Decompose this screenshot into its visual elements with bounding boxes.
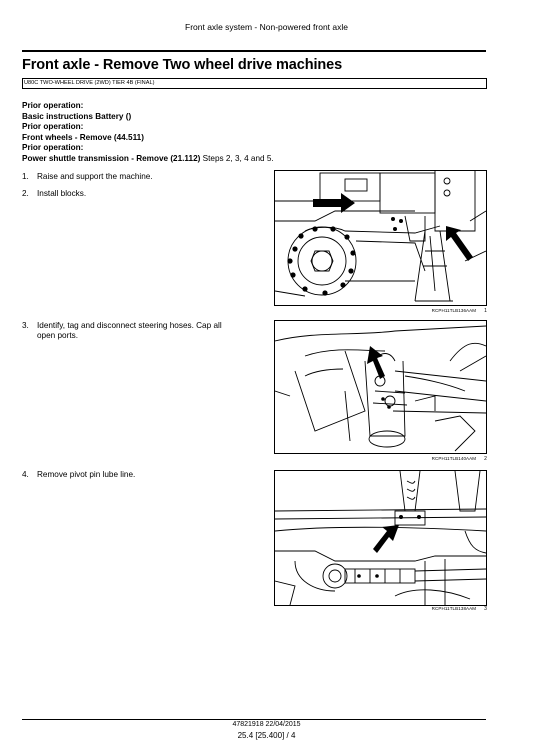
figure-1-illustration	[274, 170, 487, 306]
title-rule	[22, 50, 486, 52]
figure-code: RCPH11TLB138AAM	[431, 606, 477, 611]
prior-operation-1	[22, 101, 131, 122]
step-number: 1.	[22, 172, 29, 181]
figure-2-caption	[274, 456, 487, 462]
step-4	[22, 470, 135, 480]
prior-operation-2	[22, 122, 144, 143]
running-header: Front axle system - Non-powered front axle	[185, 22, 348, 32]
step-1	[22, 172, 153, 182]
figure-2-illustration	[274, 320, 487, 454]
prior-operation-label: Prior operation:	[22, 122, 84, 131]
step-number: 4.	[22, 470, 29, 479]
figure-number: 1	[484, 308, 487, 314]
step-number: 2.	[22, 189, 29, 198]
figure-1-caption	[274, 308, 487, 314]
figure-3-caption	[274, 606, 487, 612]
step-text: Install blocks.	[37, 189, 87, 198]
step-text-continued: open ports.	[37, 331, 78, 341]
prior-operation-link[interactable]: Basic instructions Battery ()	[22, 111, 132, 121]
footer-doc-date: 47821918 22/04/2015	[232, 721, 301, 728]
footer-page-ref: 25.4 [25.400] / 4	[237, 731, 296, 740]
figure-number: 3	[484, 606, 487, 612]
step-text: Identify, tag and disconnect steering hoses. Cap all	[37, 321, 222, 330]
step-text: Raise and support the machine.	[37, 172, 153, 181]
prior-operation-steps: Steps 2, 3, 4 and 5.	[200, 153, 274, 163]
prior-operation-3	[22, 143, 274, 164]
step-3	[22, 321, 222, 342]
step-text: Remove pivot pin lube line.	[37, 470, 136, 479]
model-line: U80C TWO-WHEEL DRIVE (2WD) TIER 4B (FINAL)	[22, 78, 487, 89]
figure-number: 2	[484, 456, 487, 462]
prior-operation-label: Prior operation:	[22, 101, 84, 110]
figure-3-illustration	[274, 470, 487, 606]
page-title: Front axle - Remove Two wheel drive machines	[22, 57, 343, 73]
prior-operation-link[interactable]: Front wheels - Remove (44.511)	[22, 132, 144, 142]
step-number: 3.	[22, 321, 29, 330]
prior-operation-label: Prior operation:	[22, 143, 84, 152]
prior-operation-link[interactable]: Power shuttle transmission - Remove (21.112)	[22, 153, 201, 163]
step-2	[22, 189, 86, 199]
figure-code: RCPH11TLB136AAM	[431, 308, 477, 313]
footer-rule	[22, 719, 486, 720]
figure-code: RCPH11TLB140AAM	[431, 456, 477, 461]
